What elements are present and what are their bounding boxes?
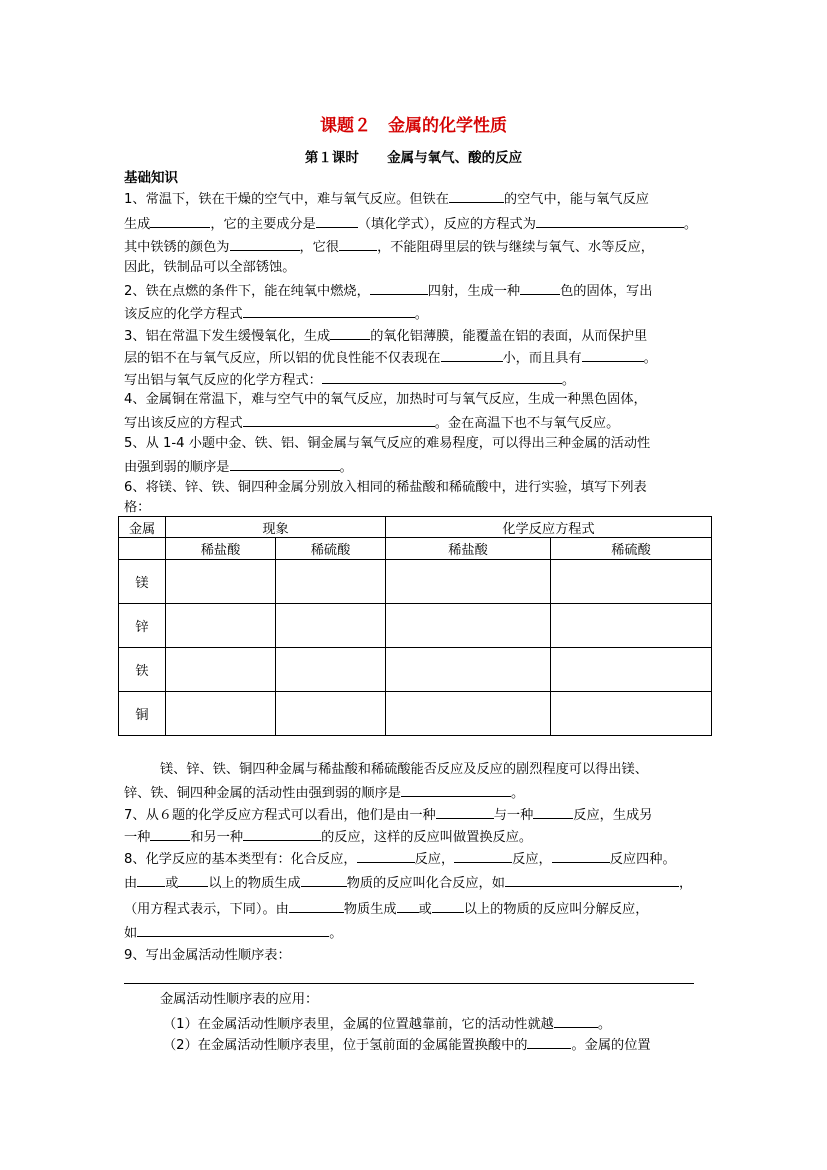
q9-answer-line[interactable] [124, 983, 694, 984]
q8-blank-8[interactable] [289, 898, 344, 913]
subheader-h2so4-phenomenon: 稀硫酸 [276, 538, 386, 560]
answer-cell[interactable] [166, 648, 276, 692]
q8-blank-6[interactable] [301, 872, 347, 887]
answer-cell[interactable] [386, 560, 551, 604]
q1-line-1: 1、常温下，铁在干燥的空气中，难与氧气反应。但铁在 的空气中，能与氧气反应 [124, 188, 649, 210]
q6-line-2: 格： [124, 500, 151, 515]
q7-blank-1[interactable] [436, 804, 494, 819]
subheader-hcl-phenomenon: 稀盐酸 [166, 538, 276, 560]
q8-blank-4[interactable] [137, 872, 165, 887]
q8-line-4: 如 。 [124, 922, 342, 944]
answer-cell[interactable] [276, 604, 386, 648]
q3-blank-3[interactable] [582, 347, 644, 362]
q3-line-3: 写出铝与氧气反应的化学方程式： 。 [124, 369, 575, 391]
q3-line-2: 层的铝不在与氧气反应，所以铝的优良性能不仅表现在 小，而且具有 。 [124, 347, 657, 369]
answer-cell[interactable] [166, 692, 276, 736]
header-phenomenon: 现象 [166, 517, 386, 538]
q3-blank-2[interactable] [441, 347, 503, 362]
metal-label: 铜 [119, 692, 166, 736]
q4-line-1: 4、金属铜在常温下，难与空气中的氧气反应，加热时可与氧气反应，生成一种黑色固体， [124, 392, 647, 407]
q8-blank-5[interactable] [178, 872, 208, 887]
answer-cell[interactable] [276, 560, 386, 604]
table-row [119, 604, 712, 648]
subheader-hcl-equation: 稀盐酸 [386, 538, 551, 560]
table-row [119, 648, 712, 692]
q8-line-3: （用方程式表示，下同）。由 物质生成 或 以上的物质的反应叫分解反应， [124, 898, 648, 920]
q3-blank-4[interactable] [322, 369, 562, 384]
q7-line-1: 7、从６题的化学反应方程式可以看出，他们是由一种 与一种 反应，生成另 [124, 804, 652, 826]
q4-blank-1[interactable] [243, 412, 435, 427]
q1-line-4: 因此，铁制品可以全部锈蚀。 [124, 260, 296, 275]
lesson-subtitle: 第１课时 金属与氧气、酸的反应 [304, 150, 523, 166]
subheader-h2so4-equation: 稀硫酸 [551, 538, 712, 560]
q8-blank-11[interactable] [137, 922, 329, 937]
application-point-1: （1）在金属活动性顺序表里，金属的位置越靠前，它的活动性就越 。 [163, 1013, 611, 1035]
answer-cell[interactable] [166, 604, 276, 648]
q6-line-1: 6、将镁、锌、铁、铜四种金属分别放入相同的稀盐酸和稀硫酸中，进行实验，填写下列表 [124, 480, 647, 495]
q7-line-2: 一种 和另一种 的反应，这样的反应叫做置换反应。 [124, 826, 532, 848]
application-blank-1[interactable] [554, 1013, 598, 1028]
header-metal: 金属 [119, 517, 166, 538]
q5-line-2: 由强到弱的顺序是 。 [124, 456, 353, 478]
q1-blank-6[interactable] [339, 236, 377, 251]
q2-blank-2[interactable] [520, 280, 560, 295]
q8-blank-1[interactable] [357, 848, 415, 863]
metal-reaction-table [118, 516, 712, 736]
answer-cell[interactable] [551, 648, 712, 692]
q4-line-2: 写出该反应的方程式 。金在高温下也不与氧气反应。 [124, 412, 619, 434]
q7-blank-4[interactable] [243, 826, 321, 841]
after-table-line-1: 镁、锌、铁、铜四种金属与稀盐酸和稀硫酸能否反应及反应的剧烈程度可以得出镁、 [160, 762, 648, 777]
answer-cell[interactable] [276, 692, 386, 736]
q1-blank-4[interactable] [536, 213, 684, 228]
q8-blank-3[interactable] [552, 848, 610, 863]
q8-blank-7[interactable] [505, 872, 679, 887]
q1-blank-5[interactable] [230, 236, 300, 251]
q2-blank-3[interactable] [243, 303, 415, 318]
table-row [119, 692, 712, 736]
answer-cell[interactable] [551, 604, 712, 648]
application-title: 金属活动性顺序表的应用： [160, 992, 319, 1007]
q7-blank-2[interactable] [533, 804, 573, 819]
header-equation: 化学反应方程式 [386, 517, 712, 538]
q5-line-1: 5、从 1-4 小题中金、铁、铝、铜金属与氧气反应的难易程度，可以得出三种金属的活动性 [124, 436, 651, 451]
answer-cell[interactable] [166, 560, 276, 604]
answer-cell[interactable] [386, 648, 551, 692]
answer-cell[interactable] [551, 692, 712, 736]
q8-blank-9[interactable] [397, 898, 419, 913]
metal-label: 锌 [119, 604, 166, 648]
answer-cell[interactable] [276, 648, 386, 692]
table-subheader-row [119, 538, 712, 560]
q8-blank-10[interactable] [432, 898, 464, 913]
metal-label: 铁 [119, 648, 166, 692]
after-table-line-2: 锌、铁、铜四种金属的活动性由强到弱的顺序是 。 [124, 782, 524, 804]
q1-line-3: 其中铁锈的颜色为 ，它很 ，不能阻碍里层的铁与继续与氧气、水等反应， [124, 236, 654, 258]
application-point-2: （2）在金属活动性顺序表里，位于氢前面的金属能置换酸中的 。金属的位置 [163, 1034, 651, 1056]
table-row [119, 560, 712, 604]
q7-blank-3[interactable] [150, 826, 190, 841]
q3-line-1: 3、铝在常温下发生缓慢氧化，生成 的氧化铝薄膜，能覆盖在铝的表面，从而保护里 [124, 325, 647, 347]
answer-cell[interactable] [386, 604, 551, 648]
q2-line-2: 该反应的化学方程式 。 [124, 303, 428, 325]
answer-cell[interactable] [386, 692, 551, 736]
q8-line-1: 8、化学反应的基本类型有：化合反应， 反应， 反应， 反应四种。 [124, 848, 676, 870]
q5-blank-1[interactable] [230, 456, 340, 471]
q1-blank-3[interactable] [316, 213, 358, 228]
q9-line-1: 9、写出金属活动性顺序表： [124, 948, 291, 963]
q1-blank-2[interactable] [150, 213, 210, 228]
q8-blank-2[interactable] [454, 848, 512, 863]
q8-line-2: 由 或 以上的物质生成 物质的反应叫化合反应，如 ， [124, 872, 692, 894]
table-header-row [119, 517, 712, 538]
q2-blank-1[interactable] [370, 280, 428, 295]
q1-blank-1[interactable] [449, 188, 504, 203]
q1-line-2: 生成 ，它的主要成分是 （填化学式），反应的方程式为 。 [124, 213, 697, 235]
section-heading: 基础知识 [124, 170, 178, 186]
metal-label: 镁 [119, 560, 166, 604]
application-blank-2[interactable] [527, 1034, 571, 1049]
q2-line-1: 2、铁在点燃的条件下，能在纯氧中燃烧， 四射，生成一种 色的固体，写出 [124, 280, 652, 302]
q3-blank-1[interactable] [330, 325, 370, 340]
page-title: 课题２ 金属的化学性质 [320, 116, 507, 136]
after-table-blank[interactable] [401, 782, 511, 797]
subheader-empty [119, 538, 166, 560]
answer-cell[interactable] [551, 560, 712, 604]
